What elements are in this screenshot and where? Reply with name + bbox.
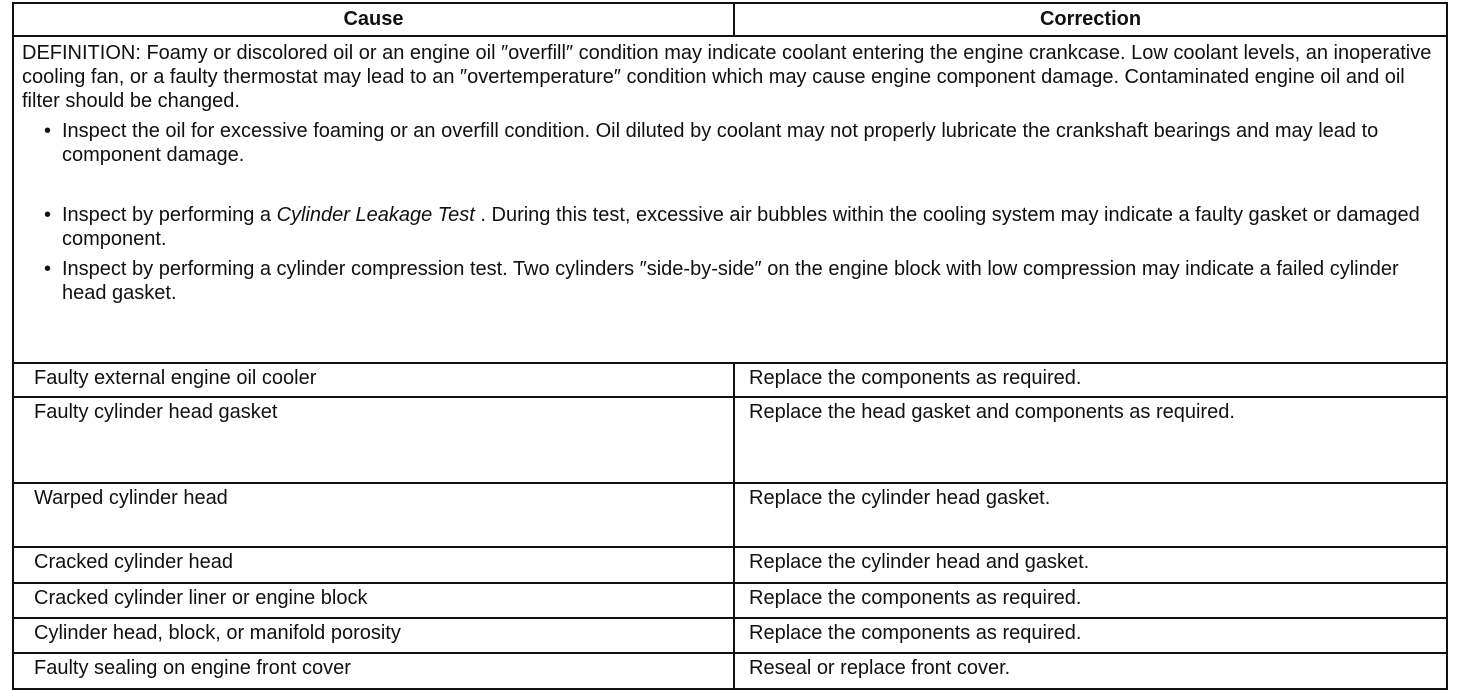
bullet-text: . During this test, excessive air bubbles within the cooling system may indicate a faulty gasket or damaged component.: [62, 204, 1420, 250]
correction-cell: Replace the cylinder head and gasket.: [749, 551, 1090, 573]
table-row: [14, 396, 1446, 482]
bullet-icon: •: [44, 204, 52, 226]
cause-cell: Faulty cylinder head gasket: [14, 398, 735, 482]
bullet-text: Inspect the oil for excessive foaming or an overfill condition. Oil diluted by coolant may not properly lubricate the crankshaft bearings and may lead to component damage.: [62, 120, 1379, 166]
correction-cell: Replace the components as required.: [749, 622, 1082, 644]
table-row: [14, 652, 1446, 688]
cause-cell: Faulty external engine oil cooler: [14, 364, 735, 396]
definition-block: [14, 37, 1446, 362]
correction-cell: Replace the cylinder head gasket.: [749, 487, 1051, 509]
test-name: Cylinder Leakage Test: [276, 204, 475, 226]
cause-cell: Cracked cylinder head: [14, 548, 735, 582]
list-item: [22, 257, 1438, 305]
table-header-row: [14, 4, 1446, 35]
definition-row: [14, 35, 1446, 362]
troubleshooting-table: [12, 2, 1448, 690]
inspection-list: [22, 119, 1438, 305]
list-item: [22, 119, 1438, 167]
bullet-text: Inspect by performing a: [62, 204, 277, 226]
bullet-text: Inspect by performing a cylinder compression test. Two cylinders ″side-by-side″ on the engine block with low compression may indicate a failed cylinder head gasket.: [62, 258, 1399, 304]
definition-text: DEFINITION: Foamy or discolored oil or an engine oil ″overfill″ condition may indicate coolant entering the engine crankcase. Low coolant levels, an inoperative cooling fan, or a faulty thermostat may lead to an ″overtemperature″ condition which may cause engine component damage. Contaminated engine oil and oil filter should be changed.: [22, 42, 1432, 112]
correction-column-header: Correction: [1039, 8, 1142, 30]
correction-cell: Replace the components as required.: [749, 367, 1082, 389]
table-row: [14, 617, 1446, 652]
cause-column-header: Cause: [14, 4, 735, 35]
cause-cell: Faulty sealing on engine front cover: [14, 654, 735, 688]
table-row: [14, 482, 1446, 546]
bullet-icon: •: [44, 258, 52, 280]
list-item: [22, 203, 1438, 251]
table-row: [14, 582, 1446, 617]
table-row: [14, 362, 1446, 396]
table-row: [14, 546, 1446, 582]
cause-cell: Cylinder head, block, or manifold porosity: [14, 619, 735, 652]
bullet-icon: •: [44, 120, 52, 142]
correction-cell: Replace the components as required.: [749, 587, 1082, 609]
correction-cell: Reseal or replace front cover.: [749, 657, 1011, 679]
cause-cell: Cracked cylinder liner or engine block: [14, 584, 735, 617]
cause-cell: Warped cylinder head: [14, 484, 735, 546]
correction-cell: Replace the head gasket and components as required.: [749, 401, 1235, 423]
